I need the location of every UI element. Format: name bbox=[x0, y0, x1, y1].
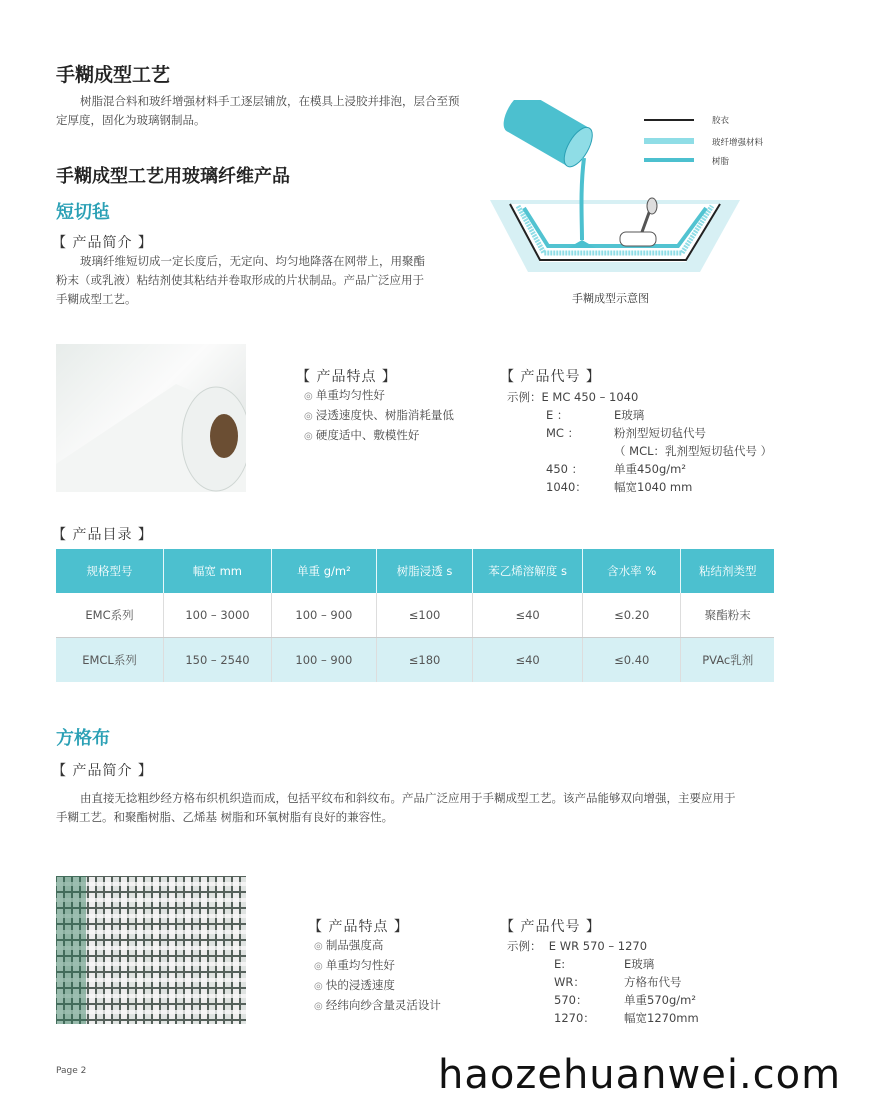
code-value: 幅宽1270mm bbox=[624, 1011, 699, 1025]
code-key: 1270： bbox=[554, 1011, 595, 1025]
table-header-cell: 苯乙烯溶解度 s bbox=[473, 549, 583, 593]
code-key: MC ： bbox=[546, 426, 580, 440]
table-row bbox=[56, 593, 774, 638]
mat-intro-label: 【 产品简介 】 bbox=[52, 235, 153, 251]
table-cell: EMCL系列 bbox=[56, 638, 164, 683]
table-cell: 150 – 2540 bbox=[164, 638, 272, 683]
code-key: WR： bbox=[554, 975, 585, 989]
code-value: 方格布代号 bbox=[624, 975, 682, 989]
feature-item: ◎ 单重均匀性好 bbox=[304, 386, 454, 406]
cloth-features-label: 【 产品特点 】 bbox=[308, 919, 409, 935]
intro-line: 树脂混合料和玻纤增强材料手工逐层铺放，在模具上浸胶并排泡，层合至预 bbox=[80, 94, 460, 108]
cloth-code-example: 示例： E WR 570 – 1270 bbox=[507, 939, 648, 953]
cloth-intro-line: 由直接无捻粗纱经方格布织机织造而成，包括平纹布和斜纹布。产品广泛应用于手糊成型工艺。该产品能够双向增强，主要应用于 bbox=[80, 791, 736, 805]
feature-item: ◎ 快的浸透速度 bbox=[314, 976, 441, 996]
legend-resin: 树脂 bbox=[712, 157, 730, 167]
legend-gelcoat: 胶衣 bbox=[712, 116, 730, 126]
feature-item: ◎ 经纬向纱含量灵活设计 bbox=[314, 996, 441, 1016]
cloth-features-list bbox=[314, 936, 441, 1016]
code-key: 570： bbox=[554, 993, 588, 1007]
table-header-cell: 含水率 % bbox=[582, 549, 681, 593]
mat-intro-line: 粉末（或乳液）粘结剂使其粘结并卷取形成的片状制品。产品广泛应用于 bbox=[56, 273, 424, 287]
feature-item: ◎ 浸透速度快、树脂消耗量低 bbox=[304, 406, 454, 426]
intro-line: 定厚度，固化为玻璃钢制品。 bbox=[56, 113, 206, 127]
cloth-intro-line: 手糊工艺。和聚酯树脂、乙烯基 树脂和环氧树脂有良好的兼容性。 bbox=[56, 810, 394, 824]
table-cell: ≤40 bbox=[473, 638, 583, 683]
code-value: 单重570g/m² bbox=[624, 993, 696, 1007]
code-key: 1040： bbox=[546, 480, 587, 494]
cloth-code-table bbox=[554, 955, 699, 1027]
feature-item: ◎ 单重均匀性好 bbox=[314, 956, 441, 976]
page-title: 手糊成型工艺 bbox=[56, 64, 171, 86]
feature-item: ◎ 制品强度高 bbox=[314, 936, 441, 956]
code-value: E玻璃 bbox=[624, 957, 655, 971]
mat-intro-line: 玻璃纤维短切成一定长度后，无定向、均匀地降落在网带上，用聚酯 bbox=[80, 254, 425, 268]
mat-catalog-table bbox=[56, 549, 774, 682]
legend-reinforcement: 玻纤增强材料 bbox=[712, 138, 764, 148]
table-cell: ≤100 bbox=[376, 593, 472, 638]
chopped-strand-mat-photo bbox=[56, 344, 246, 492]
table-cell: ≤40 bbox=[473, 593, 583, 638]
code-value: （ MCL：乳剂型短切毡代号 ） bbox=[614, 444, 773, 458]
table-cell: ≤0.20 bbox=[582, 593, 681, 638]
mat-code-example: 示例：E MC 450 – 1040 bbox=[507, 390, 639, 404]
code-value: 幅宽1040 mm bbox=[614, 480, 693, 494]
mat-intro-line: 手糊成型工艺。 bbox=[56, 292, 137, 306]
mat-features-label: 【 产品特点 】 bbox=[296, 369, 397, 385]
code-value: 粉剂型短切毡代号 bbox=[614, 426, 706, 440]
table-header-cell: 规格型号 bbox=[56, 549, 164, 593]
table-header-row bbox=[56, 549, 774, 593]
table-header-cell: 单重 g/m² bbox=[271, 549, 376, 593]
code-key: E: bbox=[554, 957, 566, 971]
table-cell: EMC系列 bbox=[56, 593, 164, 638]
code-value: 单重450g/m² bbox=[614, 462, 686, 476]
table-cell: PVAc乳剂 bbox=[681, 638, 774, 683]
products-title: 手糊成型工艺用玻璃纤维产品 bbox=[56, 166, 290, 187]
code-key: E ： bbox=[546, 408, 569, 422]
mat-features-list bbox=[304, 386, 454, 446]
table-cell: 聚酯粉末 bbox=[681, 593, 774, 638]
cloth-heading: 方格布 bbox=[56, 728, 110, 749]
diagram-caption: 手糊成型示意图 bbox=[572, 292, 649, 305]
table-header-cell: 粘结剂类型 bbox=[681, 549, 774, 593]
table-cell: 100 – 900 bbox=[271, 593, 376, 638]
table-cell: 100 – 3000 bbox=[164, 593, 272, 638]
mat-catalog-label: 【 产品目录 】 bbox=[52, 527, 153, 543]
cloth-code-label: 【 产品代号 】 bbox=[500, 919, 601, 935]
table-header-cell: 幅宽 mm bbox=[164, 549, 272, 593]
mat-code-label: 【 产品代号 】 bbox=[500, 369, 601, 385]
code-value: E玻璃 bbox=[614, 408, 645, 422]
page-number: Page 2 bbox=[56, 1066, 87, 1076]
table-row bbox=[56, 638, 774, 683]
table-cell: ≤0.40 bbox=[582, 638, 681, 683]
watermark: haozehuanwei.com bbox=[438, 1052, 842, 1098]
cloth-intro bbox=[56, 789, 786, 827]
feature-item: ◎ 硬度适中、敷模性好 bbox=[304, 426, 454, 446]
hand-layup-diagram bbox=[480, 100, 780, 310]
mat-heading: 短切毡 bbox=[56, 202, 110, 223]
code-key: 450 ： bbox=[546, 462, 584, 476]
table-cell: ≤180 bbox=[376, 638, 472, 683]
table-cell: 100 – 900 bbox=[271, 638, 376, 683]
mat-intro bbox=[56, 252, 456, 309]
table-header-cell: 树脂浸透 s bbox=[376, 549, 472, 593]
woven-roving-photo bbox=[56, 876, 246, 1024]
intro-paragraph bbox=[56, 92, 496, 130]
cloth-intro-label: 【 产品简介 】 bbox=[52, 763, 153, 779]
mat-code-table bbox=[546, 406, 772, 496]
